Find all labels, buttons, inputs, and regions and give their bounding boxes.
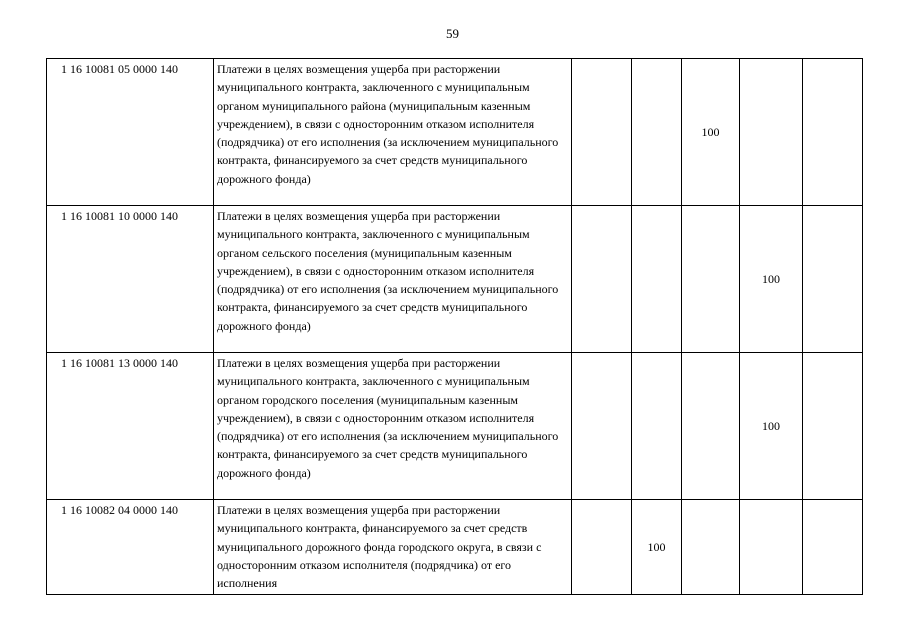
value-cell-col-2 [632, 353, 682, 500]
table-row [47, 500, 863, 595]
value-cell-col-1 [572, 353, 632, 500]
value-cell-col-4 [740, 59, 803, 206]
value-cell-col-1 [572, 59, 632, 206]
value-cell-col-4: 100 [740, 353, 803, 500]
value-cell-col-4 [740, 500, 803, 595]
revenue-description-cell: Платежи в целях возмещения ущерба при расторжении муниципального контракта, заключенного с муниципальным органом сельского поселения (муниципальным казенным учреждением), в связи с односторонним отказом исполнителя (подрядчика) от его исполнения (за исключением муниципального контракта, финансируемого за счет средств муниципального дорожного фонда) [214, 206, 572, 353]
page-number: 59 [446, 26, 459, 41]
revenue-distribution-table [46, 58, 863, 595]
value-cell-col-2 [632, 206, 682, 353]
value-cell-col-4: 100 [740, 206, 803, 353]
revenue-description-cell: Платежи в целях возмещения ущерба при расторжении муниципального контракта, финансируемого за счет средств муниципального дорожного фонда городского округа, в связи с односторонним отказом исполнителя (подрядчика) от его исполнения [214, 500, 572, 595]
table-row [47, 59, 863, 206]
value-cell-col-5 [803, 59, 863, 206]
value-cell-col-5 [803, 206, 863, 353]
value-cell-col-3 [682, 500, 740, 595]
value-cell-col-2: 100 [632, 500, 682, 595]
table-row [47, 353, 863, 500]
value-cell-col-3: 100 [682, 59, 740, 206]
value-cell-col-1 [572, 500, 632, 595]
value-cell-col-2 [632, 59, 682, 206]
value-cell-col-1 [572, 206, 632, 353]
revenue-description-cell: Платежи в целях возмещения ущерба при расторжении муниципального контракта, заключенного с муниципальным органом муниципального района (муниципальным казенным учреждением), в связи с односторонним отказом исполнителя (подрядчика) от его исполнения (за исключением муниципального контракта, финансируемого за счет средств муниципального дорожного фонда) [214, 59, 572, 206]
revenue-code-cell: 1 16 10081 10 0000 140 [47, 206, 214, 353]
revenue-code-cell: 1 16 10082 04 0000 140 [47, 500, 214, 595]
value-cell-col-3 [682, 353, 740, 500]
value-cell-col-5 [803, 353, 863, 500]
value-cell-col-5 [803, 500, 863, 595]
revenue-code-cell: 1 16 10081 13 0000 140 [47, 353, 214, 500]
revenue-code-cell: 1 16 10081 05 0000 140 [47, 59, 214, 206]
value-cell-col-3 [682, 206, 740, 353]
table-row [47, 206, 863, 353]
revenue-description-cell: Платежи в целях возмещения ущерба при расторжении муниципального контракта, заключенного с муниципальным органом городского поселения (муниципальным казенным учреждением), в связи с односторонним отказом исполнителя (подрядчика) от его исполнения (за исключением муниципального контракта, финансируемого за счет средств муниципального дорожного фонда) [214, 353, 572, 500]
